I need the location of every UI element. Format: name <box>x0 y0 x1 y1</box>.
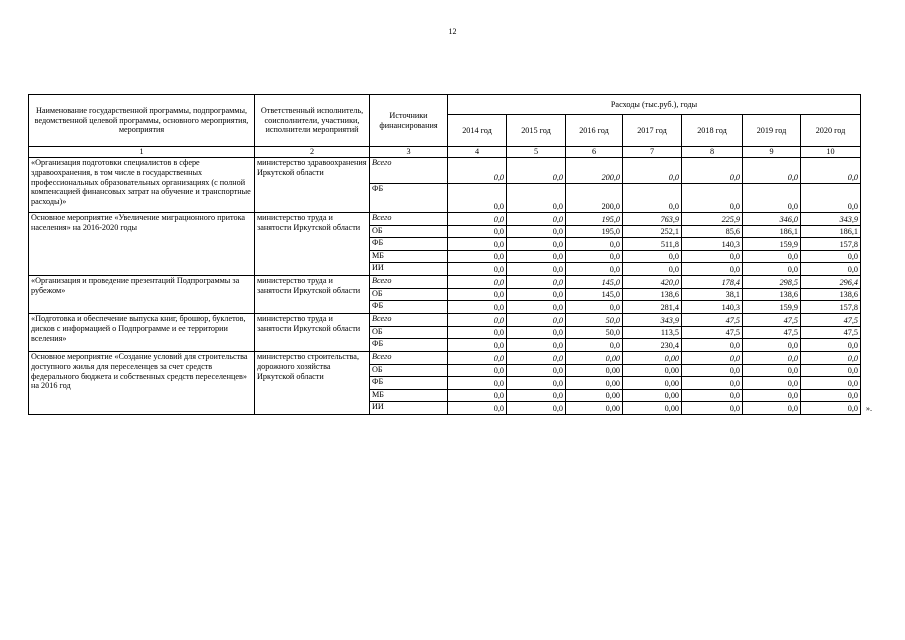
measure-name: Основное мероприятие «Увеличение миграционного притока населения» на 2016-2020 годы <box>29 212 255 275</box>
funding-source: Всего <box>370 157 448 183</box>
expense-value: 296,4 <box>801 275 861 288</box>
expense-value: 113,5 <box>623 326 682 338</box>
expense-value: 0,0 <box>566 237 623 250</box>
expense-value: 50,0 <box>566 326 623 338</box>
expense-value: 0,0 <box>623 183 682 212</box>
funding-source: Всего <box>370 351 448 364</box>
expense-value: 47,5 <box>682 313 743 326</box>
expense-value: 0,0 <box>448 313 507 326</box>
column-number: 9 <box>743 147 801 158</box>
page-number: 12 <box>448 27 457 36</box>
table-row <box>29 351 861 364</box>
year-header: 2020 год <box>801 115 861 147</box>
expense-value: 138,6 <box>623 288 682 300</box>
expense-value: 195,0 <box>566 212 623 225</box>
expense-value: 0,0 <box>448 389 507 401</box>
funding-source: ФБ <box>370 376 448 389</box>
expense-value: 0,00 <box>566 351 623 364</box>
expense-value: 0,0 <box>448 364 507 376</box>
year-header: 2019 год <box>743 115 801 147</box>
expense-value: 0,0 <box>507 250 566 262</box>
executor-name: министерство труда и занятости Иркутской области <box>255 275 370 313</box>
expense-value <box>801 401 872 414</box>
expense-value: 0,0 <box>743 157 801 183</box>
year-header: 2017 год <box>623 115 682 147</box>
expense-value: 195,0 <box>566 225 623 237</box>
expense-value: 0,0 <box>448 225 507 237</box>
column-number: 10 <box>801 147 861 158</box>
expense-value: 298,5 <box>743 275 801 288</box>
expense-value: 0,0 <box>507 157 566 183</box>
expense-value: 0,0 <box>566 300 623 313</box>
expense-value: 0,0 <box>743 338 801 351</box>
expense-value: 0,0 <box>682 364 743 376</box>
expense-value: 0,00 <box>623 376 682 389</box>
expense-value: 0,0 <box>507 364 566 376</box>
expense-value: 0,0 <box>801 389 861 401</box>
expense-value: 0,0 <box>448 338 507 351</box>
expense-value: 0,0 <box>507 338 566 351</box>
expense-value: 47,5 <box>682 326 743 338</box>
expense-value: 0,00 <box>566 401 623 414</box>
table-row <box>29 157 861 183</box>
expense-value: 0,0 <box>743 262 801 275</box>
funding-source: ОБ <box>370 326 448 338</box>
funding-source: Всего <box>370 212 448 225</box>
expense-value: 0,0 <box>682 183 743 212</box>
col-source-header: Источники финансирования <box>370 95 448 147</box>
column-number: 2 <box>255 147 370 158</box>
column-number: 6 <box>566 147 623 158</box>
expense-value: 178,4 <box>682 275 743 288</box>
measure-name: «Организация и проведение презентаций Подпрограммы за рубежом» <box>29 275 255 313</box>
expense-value: 0,0 <box>801 351 861 364</box>
expense-value: 159,9 <box>743 300 801 313</box>
expense-value: 0,0 <box>566 262 623 275</box>
expense-value: 0,0 <box>743 401 801 414</box>
col-name-header: Наименование государственной программы, подпрограммы, ведомственной целевой программы, основного мероприятия, мероприятия <box>29 95 255 147</box>
expense-value: 0,0 <box>743 389 801 401</box>
year-header: 2015 год <box>507 115 566 147</box>
expense-value: 159,9 <box>743 237 801 250</box>
expense-value: 0,0 <box>448 401 507 414</box>
table-row <box>29 313 861 326</box>
expense-value: 0,0 <box>507 300 566 313</box>
measure-name: «Подготовка и обеспечение выпуска книг, брошюр, буклетов, дисков с информацией о Подпрограмме и ее территории вселения» <box>29 313 255 351</box>
expense-value: 343,9 <box>801 212 861 225</box>
expense-value: 145,0 <box>566 275 623 288</box>
expense-value: 0,0 <box>507 326 566 338</box>
year-header: 2014 год <box>448 115 507 147</box>
funding-source: МБ <box>370 389 448 401</box>
funding-source: ОБ <box>370 288 448 300</box>
expense-value: 0,0 <box>507 389 566 401</box>
expense-value: 138,6 <box>801 288 861 300</box>
expense-value: 145,0 <box>566 288 623 300</box>
expense-value: 0,0 <box>507 225 566 237</box>
expense-value: 0,0 <box>801 376 861 389</box>
closing-quote: ». <box>865 404 872 413</box>
expense-value: 0,0 <box>743 376 801 389</box>
expense-value: 0,0 <box>743 183 801 212</box>
expense-value: 0,0 <box>682 157 743 183</box>
expense-value: 0,0 <box>507 212 566 225</box>
executor-name: министерство труда и занятости Иркутской области <box>255 212 370 275</box>
expense-value: 0,0 <box>448 326 507 338</box>
expense-value: 47,5 <box>743 313 801 326</box>
year-header: 2016 год <box>566 115 623 147</box>
column-number: 1 <box>29 147 255 158</box>
expense-value: 0,0 <box>623 262 682 275</box>
expense-value: 200,0 <box>566 183 623 212</box>
table-row <box>29 212 861 225</box>
funding-source: ФБ <box>370 338 448 351</box>
expense-value: 0,0 <box>801 183 861 212</box>
expense-value: 281,4 <box>623 300 682 313</box>
expense-value: 0,0 <box>801 157 861 183</box>
expense-value: 200,0 <box>566 157 623 183</box>
expense-value: 0,0 <box>507 376 566 389</box>
funding-source: ИИ <box>370 262 448 275</box>
expense-value: 50,0 <box>566 313 623 326</box>
funding-source: МБ <box>370 250 448 262</box>
expense-value: 0,0 <box>448 288 507 300</box>
expense-value: 343,9 <box>623 313 682 326</box>
expense-value: 0,0 <box>743 351 801 364</box>
expense-value: 0,0 <box>507 183 566 212</box>
expense-value: 0,0 <box>448 262 507 275</box>
expense-value: 0,0 <box>507 237 566 250</box>
funding-source: Всего <box>370 313 448 326</box>
funding-source: ФБ <box>370 183 448 212</box>
expense-value: 85,6 <box>682 225 743 237</box>
expense-value: 0,0 <box>448 183 507 212</box>
expense-value: 0,0 <box>566 250 623 262</box>
expense-value: 225,9 <box>682 212 743 225</box>
expense-value: 0,0 <box>801 262 861 275</box>
column-number: 7 <box>623 147 682 158</box>
expense-value: 138,6 <box>743 288 801 300</box>
expense-value: 0,0 <box>448 237 507 250</box>
col-executor-header: Ответственный исполнитель, соисполнители, участники, исполнители мероприятий <box>255 95 370 147</box>
expense-value: 47,5 <box>801 313 861 326</box>
expense-value: 0,0 <box>682 250 743 262</box>
expense-value: 0,0 <box>682 338 743 351</box>
expense-value: 0,0 <box>566 338 623 351</box>
expense-value: 186,1 <box>801 225 861 237</box>
expense-value: 140,3 <box>682 237 743 250</box>
expense-value: 0,0 <box>801 250 861 262</box>
column-number: 4 <box>448 147 507 158</box>
expense-value: 0,0 <box>682 401 743 414</box>
expense-value: 0,0 <box>507 351 566 364</box>
funding-source: ИИ <box>370 401 448 414</box>
expense-value: 252,1 <box>623 225 682 237</box>
expense-value: 186,1 <box>743 225 801 237</box>
expense-value: 0,00 <box>566 376 623 389</box>
expense-value: 0,0 <box>623 250 682 262</box>
expense-value: 0,0 <box>801 364 861 376</box>
funding-source: ОБ <box>370 364 448 376</box>
expense-value: 0,00 <box>623 351 682 364</box>
table-row <box>29 275 861 288</box>
column-number: 8 <box>682 147 743 158</box>
expense-value: 0,0 <box>507 401 566 414</box>
executor-name: министерство строительства, дорожного хозяйства Иркутской области <box>255 351 370 414</box>
expense-value: 0,0 <box>743 250 801 262</box>
expense-value-text: 0,0 <box>847 404 858 413</box>
expense-value: 0,0 <box>448 250 507 262</box>
expense-value: 0,0 <box>682 389 743 401</box>
funding-source: ОБ <box>370 225 448 237</box>
expense-value: 0,0 <box>448 376 507 389</box>
expense-value: 0,0 <box>507 275 566 288</box>
expense-value: 0,0 <box>682 351 743 364</box>
budget-table <box>28 94 872 415</box>
expense-value: 0,00 <box>623 401 682 414</box>
expense-value: 0,0 <box>507 313 566 326</box>
expense-value: 0,0 <box>743 364 801 376</box>
expense-value: 38,1 <box>682 288 743 300</box>
expense-value: 0,0 <box>448 300 507 313</box>
expense-value: 0,00 <box>623 389 682 401</box>
expense-value: 763,9 <box>623 212 682 225</box>
expense-value: 0,0 <box>801 338 861 351</box>
expense-value: 0,00 <box>566 364 623 376</box>
year-header: 2018 год <box>682 115 743 147</box>
funding-source: Всего <box>370 275 448 288</box>
executor-name: министерство здравоохранения Иркутской области <box>255 157 370 212</box>
expense-value: 157,8 <box>801 300 861 313</box>
expense-value: 0,0 <box>448 157 507 183</box>
funding-source: ФБ <box>370 237 448 250</box>
column-number: 5 <box>507 147 566 158</box>
measure-name: «Организация подготовки специалистов в сфере здравоохранения, в том числе в государственных профессиональных образовательных организациях (с полной компенсацией финансовых затрат на обучение и транспортные расходы)» <box>29 157 255 212</box>
measure-name: Основное мероприятие «Создание условий для строительства доступного жилья для переселенцев за счет средств федерального бюджета и собственных средств переселенцев» на 2016 год <box>29 351 255 414</box>
expense-value: 230,4 <box>623 338 682 351</box>
expense-value: 0,0 <box>682 376 743 389</box>
executor-name: министерство труда и занятости Иркутской области <box>255 313 370 351</box>
expense-value: 0,0 <box>507 262 566 275</box>
col-expenses-header: Расходы (тыс.руб.), годы <box>448 95 861 115</box>
expense-value: 0,00 <box>623 364 682 376</box>
expense-value: 0,00 <box>566 389 623 401</box>
expense-value: 140,3 <box>682 300 743 313</box>
expense-value: 0,0 <box>623 157 682 183</box>
expense-value: 0,0 <box>507 288 566 300</box>
expense-value: 511,8 <box>623 237 682 250</box>
expense-value: 0,0 <box>682 262 743 275</box>
expense-value: 0,0 <box>448 275 507 288</box>
expense-value: 0,0 <box>448 212 507 225</box>
expense-value: 420,0 <box>623 275 682 288</box>
expense-value: 47,5 <box>801 326 861 338</box>
expense-value: 346,0 <box>743 212 801 225</box>
expense-value: 47,5 <box>743 326 801 338</box>
column-number: 3 <box>370 147 448 158</box>
funding-source: ФБ <box>370 300 448 313</box>
expense-value: 0,0 <box>448 351 507 364</box>
expense-value: 157,8 <box>801 237 861 250</box>
